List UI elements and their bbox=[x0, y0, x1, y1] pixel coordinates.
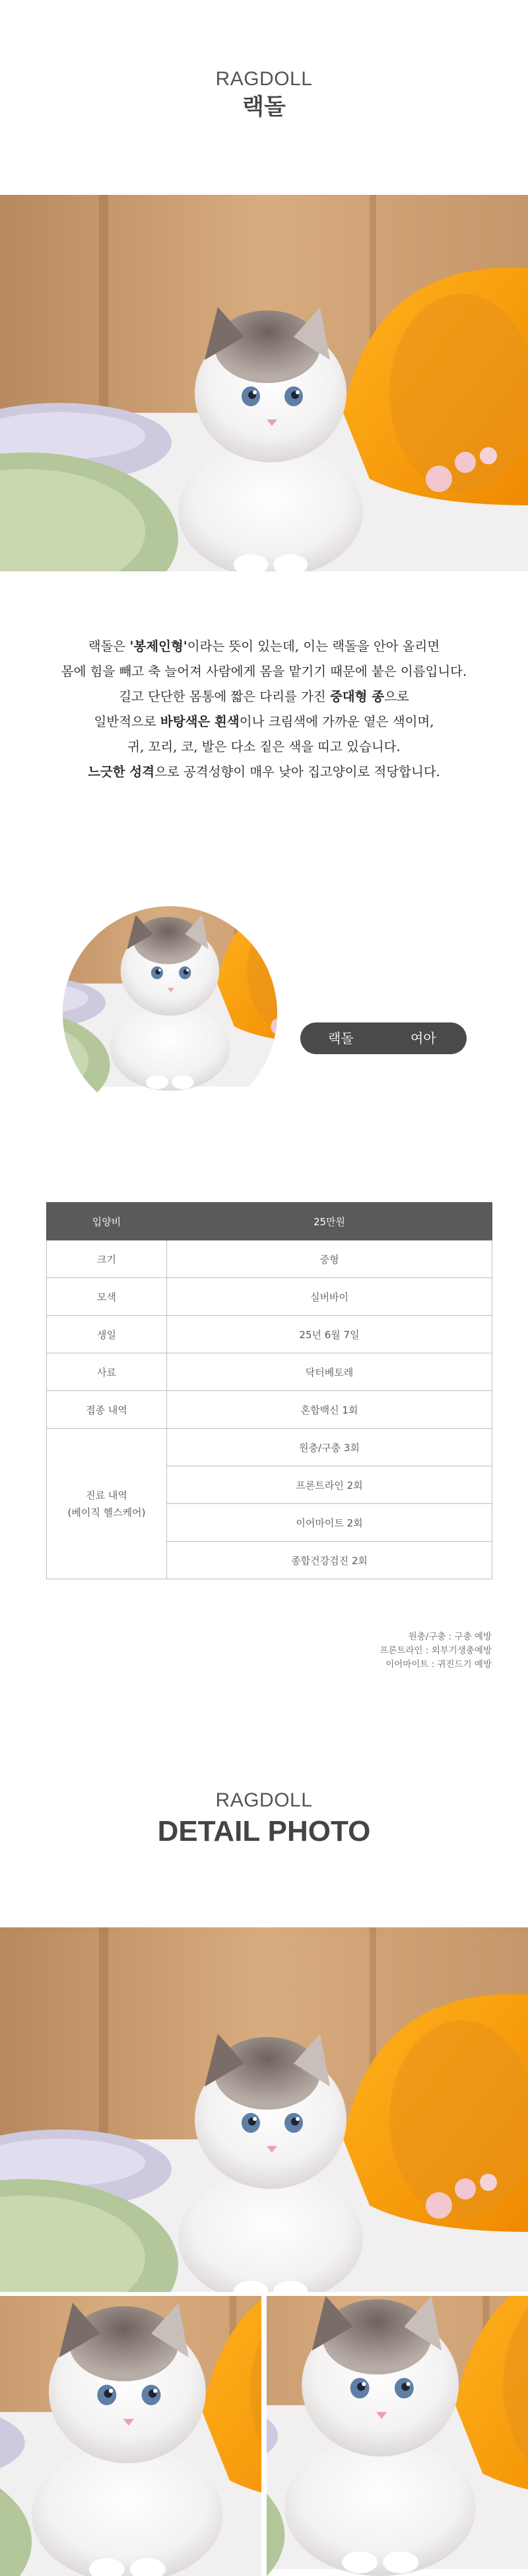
color-value: 실버바이 bbox=[167, 1278, 492, 1316]
desc-line-2: 몸에 힘을 빼고 축 늘어져 사람에게 몸을 맡기기 때문에 붙은 이름입니다. bbox=[61, 664, 467, 679]
header-detail-en: RAGDOLL bbox=[215, 1789, 313, 1811]
desc-line-3: 길고 단단한 몸통에 짧은 다리를 가진 중대형 종으로 bbox=[119, 689, 409, 704]
pill-breed: 랙돌 bbox=[328, 1030, 354, 1046]
birth-label: 생일 bbox=[47, 1316, 167, 1353]
price-label: 입양비 bbox=[47, 1203, 167, 1240]
food-value: 닥터베토레 bbox=[167, 1353, 492, 1391]
breed-sex-pill bbox=[300, 1022, 467, 1054]
header-top-ko: 랙돌 bbox=[242, 94, 286, 120]
header-top bbox=[0, 67, 528, 122]
header-detail bbox=[0, 1789, 528, 1849]
size-label: 크기 bbox=[47, 1240, 167, 1278]
detail-photo-1 bbox=[0, 1927, 528, 2292]
table-row-price bbox=[47, 1203, 492, 1240]
vaccination-value: 혼합백신 1회 bbox=[167, 1391, 492, 1429]
footnotes bbox=[380, 1630, 492, 1672]
pill-sex: 여아 bbox=[411, 1030, 436, 1046]
care-item: 프론트라인 2회 bbox=[167, 1466, 492, 1504]
header-top-en: RAGDOLL bbox=[215, 68, 313, 90]
vaccination-label: 접종 내역 bbox=[47, 1391, 167, 1429]
food-label: 사료 bbox=[47, 1353, 167, 1391]
round-cat-photo bbox=[63, 906, 277, 1121]
table-row-birth bbox=[47, 1316, 492, 1353]
table-row-care bbox=[47, 1429, 492, 1466]
table-row-color bbox=[47, 1278, 492, 1316]
care-item: 이어마이트 2회 bbox=[167, 1504, 492, 1542]
header-detail-title: DETAIL PHOTO bbox=[157, 1815, 371, 1847]
size-value: 중형 bbox=[167, 1240, 492, 1278]
breed-description bbox=[26, 634, 502, 785]
desc-line-1: 랙돌은 '봉제인형'이라는 뜻이 있는데, 이는 랙돌을 안아 올리면 bbox=[88, 639, 440, 654]
detail-photo-3 bbox=[267, 2296, 528, 2576]
footnote: 프론트라인 : 외부기생충예방 bbox=[380, 1645, 492, 1656]
table-row-vaccination bbox=[47, 1391, 492, 1429]
birth-value: 25년 6월 7일 bbox=[167, 1316, 492, 1353]
color-label: 모색 bbox=[47, 1278, 167, 1316]
desc-line-6: 느긋한 성격으로 공격성향이 매우 낮아 집고양이로 적당합니다. bbox=[88, 764, 440, 779]
price-value: 25만원 bbox=[167, 1203, 492, 1240]
care-item: 원충/구충 3회 bbox=[167, 1429, 492, 1466]
table-row-size bbox=[47, 1240, 492, 1278]
care-item: 종합건강검진 2회 bbox=[167, 1542, 492, 1579]
footnote: 원충/구충 : 구충 예방 bbox=[408, 1631, 492, 1642]
table-row-food bbox=[47, 1353, 492, 1391]
desc-line-4: 일반적으로 바탕색은 흰색이나 크림색에 가까운 옅은 색이며, bbox=[94, 714, 434, 729]
detail-photo-2 bbox=[0, 2296, 261, 2576]
desc-line-5: 귀, 꼬리, 코, 발은 다소 짙은 색을 띠고 있습니다. bbox=[127, 739, 401, 754]
info-table bbox=[46, 1202, 492, 1579]
main-cat-photo bbox=[0, 195, 528, 571]
footnote: 이어마이트 : 귀진드기 예방 bbox=[385, 1659, 492, 1670]
care-label: 진료 내역 (베이직 헬스케어) bbox=[47, 1429, 167, 1579]
